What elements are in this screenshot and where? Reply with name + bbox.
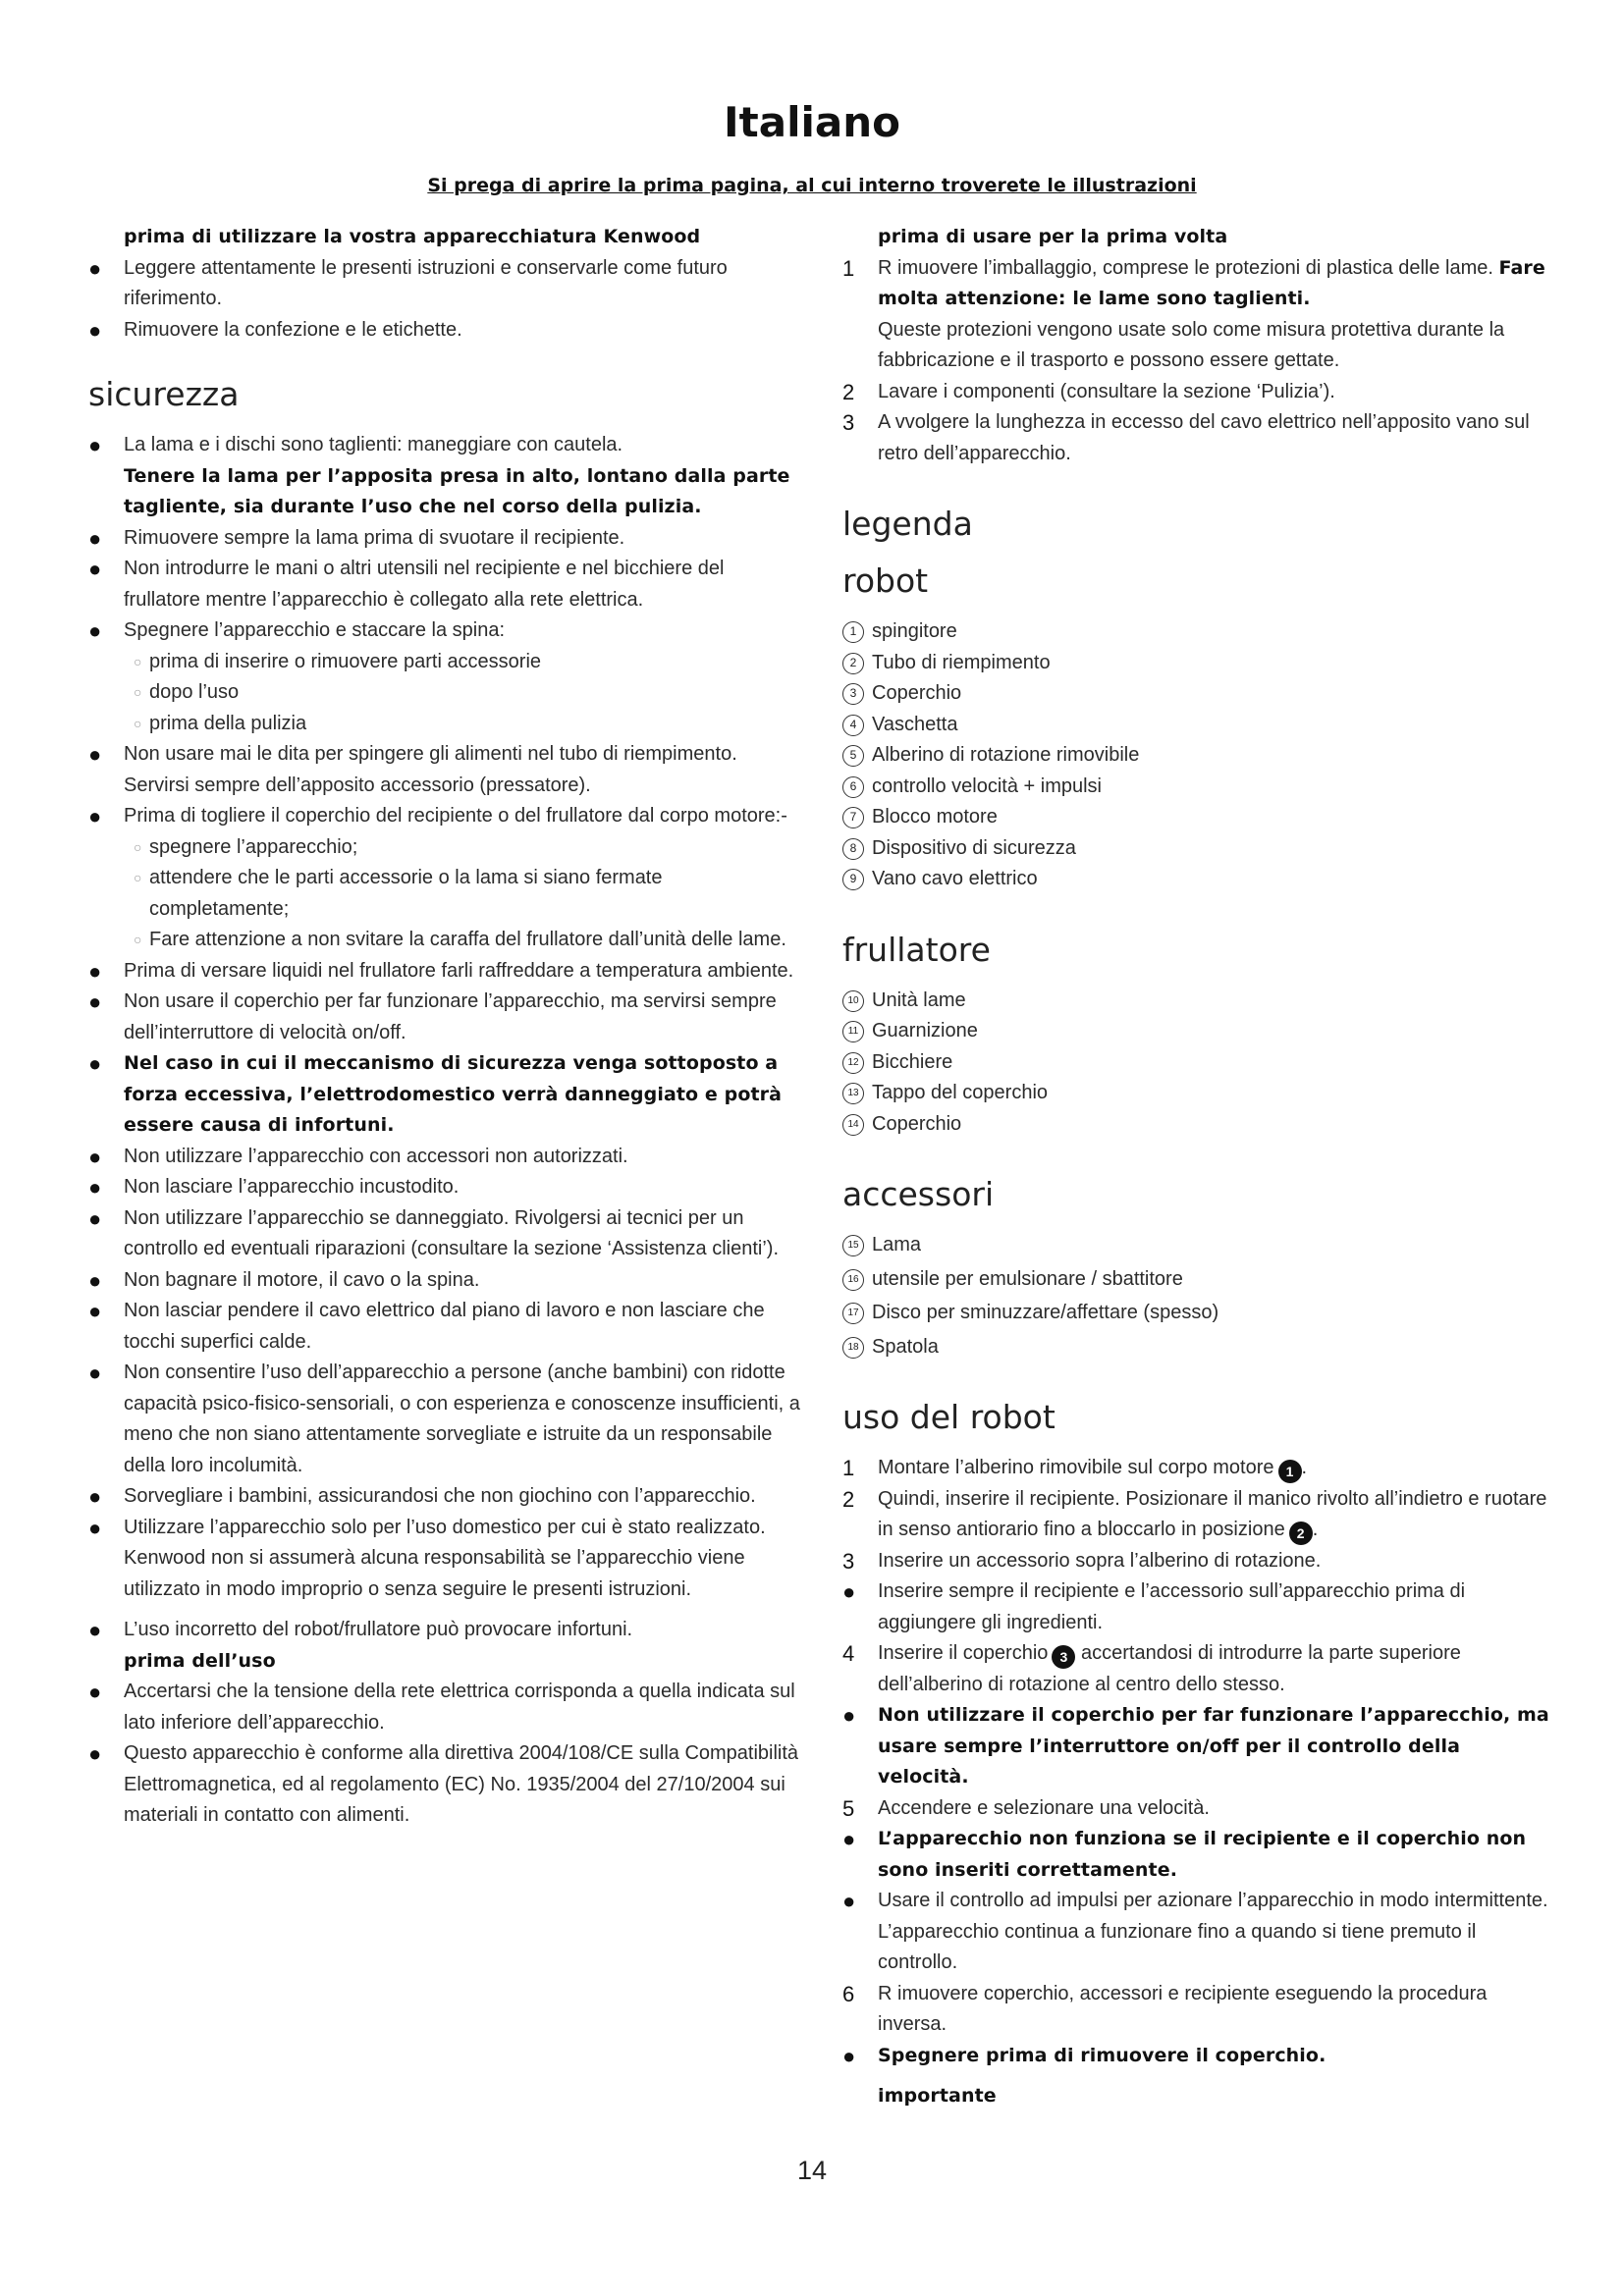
- bullet-icon: ●: [88, 989, 102, 1014]
- illustrations-note: Si prega di aprire la prima pagina, al cui interno troverete le illustrazioni: [427, 175, 1197, 196]
- circle-bullet-icon: ○: [134, 653, 142, 669]
- list-item: ● Non bagnare il motore, il cavo o la spina.: [88, 1265, 805, 1297]
- list-item: ● Leggere attentamente le presenti istruzioni e conservarle come futuro riferimento.: [88, 253, 805, 315]
- section-heading-safety: sicurezza: [88, 375, 240, 413]
- list-item: ● Accertarsi che la tensione della rete elettrica corrisponda a quella indicata sul lato inferiore dell’apparecchio.: [88, 1677, 805, 1738]
- list-item: ● Non usare mai le dita per spingere gli alimenti nel tubo di riempimento. Servirsi sempre dell’apposito accessorio (pressatore).: [88, 739, 805, 801]
- circle-bullet-icon: ○: [134, 932, 142, 947]
- bullet-icon: ●: [842, 1579, 856, 1604]
- number-badge: 3: [842, 683, 864, 705]
- important-heading: importante: [878, 2085, 997, 2107]
- step-item: 3 Inserire un accessorio sopra l’alberino di rotazione.: [842, 1546, 1549, 1577]
- step-number: 2: [842, 1486, 855, 1512]
- circle-bullet-icon: ○: [134, 870, 142, 885]
- bullet-icon: ●: [88, 525, 102, 551]
- warning-text: Spegnere prima di rimuovere il coperchio.: [878, 2044, 1326, 2066]
- list-item: ● Non introdurre le mani o altri utensili nel recipiente e nel bicchiere del frullatore mentre l’apparecchio è collegato alla rete elettrica.: [88, 554, 805, 615]
- bullet-icon: ●: [88, 618, 102, 643]
- list-item: ● Utilizzare l’apparecchio solo per l’uso domestico per cui è stato realizzato. Kenwood non si assumerà alcuna responsabilità se l’apparecchio viene utilizzato in modo improprio o senza seguire le presenti istruzioni.: [88, 1513, 805, 1606]
- list-item: [842, 1824, 1549, 1886]
- list-item: ● Non consentire l’uso dell’apparecchio a persone (anche bambini) con ridotte capacità psico-fisico-sensoriali, o con esperienza e conoscenze insufficienti, a meno che non siano attentamente sorvegliate e istruite da un responsabile della loro incolumità.: [88, 1358, 805, 1481]
- step-number: 6: [842, 1981, 855, 2006]
- circle-bullet-icon: ○: [134, 715, 142, 731]
- list-item: ● Sorvegliare i bambini, assicurandosi che non giochino con l’apparecchio.: [88, 1481, 805, 1513]
- bullet-icon: ●: [842, 1703, 856, 1728]
- step-number: 2: [842, 379, 855, 404]
- number-badge: 13: [842, 1083, 864, 1104]
- warning-text: Fare molta attenzione: le lame sono taglienti.: [878, 256, 1545, 309]
- list-item: [842, 1700, 1549, 1793]
- circle-bullet-icon: ○: [134, 838, 142, 855]
- step-number: 1: [842, 255, 855, 281]
- section-heading-robot-use: uso del robot: [842, 1398, 1056, 1436]
- intro-heading: prima di utilizzare la vostra apparecchiatura Kenwood: [124, 226, 701, 247]
- bullet-icon: ●: [88, 1144, 102, 1169]
- list-item: 2 Tubo di riempimento: [842, 648, 1549, 679]
- list-item: ● Non usare il coperchio per far funzionare l’apparecchio, ma servirsi sempre dell’interruttore di velocità on/off.: [88, 987, 805, 1048]
- robot-parts-list: [842, 616, 1549, 895]
- list-item: ● Non utilizzare l’apparecchio con accessori non autorizzati.: [88, 1142, 805, 1173]
- number-badge: 12: [842, 1052, 864, 1074]
- bullet-icon: ●: [88, 1205, 102, 1231]
- list-item: ● Prima di togliere il coperchio del recipiente o del frullatore dal corpo motore:-: [88, 801, 805, 832]
- left-column: [88, 222, 805, 1832]
- number-badge: 1: [842, 621, 864, 643]
- list-item: 7 Blocco motore: [842, 802, 1549, 833]
- bullet-icon: ●: [88, 1618, 102, 1642]
- bullet-icon: ●: [88, 1484, 102, 1509]
- bullet-icon: ●: [842, 1889, 856, 1913]
- bullet-icon: ●: [88, 317, 102, 343]
- bullet-icon: ●: [88, 255, 102, 281]
- list-item: ● Non lasciar pendere il cavo elettrico dal piano di lavoro e non lasciare che tocchi superfici calde.: [88, 1296, 805, 1358]
- before-use-heading: prima dell’uso: [124, 1649, 276, 1672]
- list-item: 1 spingitore: [842, 616, 1549, 648]
- bullet-icon: ●: [842, 2043, 856, 2068]
- step-item: 4 Inserire il coperchio 3 accertandosi di introdurre la parte superiore dell’alberino di rotazione al centro dello stesso.: [842, 1638, 1549, 1700]
- bullet-icon: ●: [88, 742, 102, 767]
- step-number: 3: [842, 410, 855, 435]
- circle-bullet-icon: ○: [134, 684, 142, 700]
- list-item: ● Spegnere l’apparecchio e staccare la spina:: [88, 615, 805, 647]
- number-badge: 8: [842, 838, 864, 860]
- list-item: ● La lama e i dischi sono taglienti: maneggiare con cautela. Tenere la lama per l’apposita presa in alto, lontano dalla parte tagliente, sia durante l’uso che nel corso della pulizia.: [88, 430, 805, 523]
- number-badge: 16: [842, 1269, 864, 1291]
- section-heading-accessories: accessori: [842, 1175, 995, 1213]
- bullet-icon: ●: [88, 1361, 102, 1385]
- bullet-icon: ●: [88, 1051, 102, 1076]
- list-item: ● Inserire sempre il recipiente e l’accessorio sull’apparecchio prima di aggiungere gli ingredienti.: [842, 1576, 1549, 1638]
- list-item: 10 Unità lame: [842, 986, 1549, 1017]
- blender-parts-list: [842, 986, 1549, 1141]
- number-badge: 17: [842, 1303, 864, 1324]
- step-item: 5 Accendere e selezionare una velocità.: [842, 1793, 1549, 1825]
- number-badge: 18: [842, 1337, 864, 1359]
- page-number: 14: [796, 2156, 828, 2185]
- list-item: 12 Bicchiere: [842, 1047, 1549, 1079]
- bullet-icon: ●: [88, 557, 102, 581]
- bullet-icon: ●: [88, 433, 102, 457]
- accessories-list: [842, 1230, 1549, 1362]
- bullet-icon: ●: [88, 1515, 102, 1540]
- section-heading-robot: robot: [842, 561, 929, 600]
- list-item: ● Non lasciare l’apparecchio incustodito.: [88, 1172, 805, 1203]
- step-number: 5: [842, 1795, 855, 1821]
- right-column: [842, 222, 1549, 2112]
- bullet-icon: ●: [88, 1267, 102, 1293]
- sub-list-item: ○ dopo l’uso: [88, 677, 805, 709]
- bullet-icon: ●: [842, 1827, 856, 1851]
- list-item: 5 Alberino di rotazione rimovibile: [842, 740, 1549, 772]
- step-item: 1 Montare l’alberino rimovibile sul corpo motore 1 .: [842, 1453, 1549, 1484]
- bullet-icon: ●: [88, 958, 102, 984]
- number-badge: 14: [842, 1114, 864, 1136]
- number-badge: 11: [842, 1021, 864, 1042]
- figure-ref-badge: 1: [1278, 1460, 1302, 1483]
- list-item: ● Prima di versare liquidi nel frullatore farli raffreddare a temperatura ambiente.: [88, 956, 805, 988]
- list-item: ● Non utilizzare l’apparecchio se danneggiato. Rivolgersi ai tecnici per un controllo ed eventuali riparazioni (consultare la sezione ‘Assistenza clienti’).: [88, 1203, 805, 1265]
- list-item: ● L’uso incorretto del robot/frullatore può provocare infortuni.: [88, 1615, 805, 1646]
- number-badge: 6: [842, 776, 864, 798]
- bullet-icon: ●: [88, 1299, 102, 1323]
- list-item: 11 Guarnizione: [842, 1016, 1549, 1047]
- warning-text: Tenere la lama per l’apposita presa in alto, lontano dalla parte tagliente, sia durante l’uso che nel corso della pulizia.: [124, 464, 790, 517]
- list-item: 18 Spatola: [842, 1332, 1549, 1363]
- list-item: ● Rimuovere la confezione e le etichette.: [88, 315, 805, 347]
- sub-list-item: ○ spegnere l’apparecchio;: [88, 832, 805, 864]
- step-item: 6 R imuovere coperchio, accessori e recipiente eseguendo la procedura inversa.: [842, 1979, 1549, 2041]
- sub-list-item: ○ prima della pulizia: [88, 709, 805, 740]
- step-item: 3 A vvolgere la lunghezza in eccesso del cavo elettrico nell’apposito vano sul retro dell’apparecchio.: [842, 407, 1549, 469]
- list-item: ● Questo apparecchio è conforme alla direttiva 2004/108/CE sulla Compatibilità Elettromagnetica, ed al regolamento (EC) No. 1935/2004 del 27/10/2004 sui materiali in contatto con alimenti.: [88, 1738, 805, 1832]
- number-badge: 10: [842, 990, 864, 1012]
- list-item: ● Rimuovere sempre la lama prima di svuotare il recipiente.: [88, 523, 805, 555]
- step-item: 2 Lavare i componenti (consultare la sezione ‘Pulizia’).: [842, 377, 1549, 408]
- number-badge: 2: [842, 653, 864, 674]
- figure-ref-badge: 3: [1052, 1645, 1075, 1669]
- list-item: 8 Dispositivo di sicurezza: [842, 833, 1549, 865]
- list-item: 9 Vano cavo elettrico: [842, 864, 1549, 895]
- list-item: 14 Coperchio: [842, 1109, 1549, 1141]
- number-badge: 4: [842, 715, 864, 736]
- number-badge: 15: [842, 1235, 864, 1256]
- bullet-icon: ●: [88, 804, 102, 828]
- warning-text: Nel caso in cui il meccanismo di sicurezza venga sottoposto a forza eccessiva, l’elettrodomestico verrà danneggiato e potrà essere causa di infortuni.: [124, 1052, 783, 1136]
- bullet-icon: ●: [88, 1175, 102, 1200]
- bullet-icon: ●: [88, 1680, 102, 1704]
- list-item: 16 utensile per emulsionare / sbattitore: [842, 1264, 1549, 1296]
- number-badge: 5: [842, 745, 864, 767]
- sub-list-item: ○ attendere che le parti accessorie o la lama si siano fermate completamente;: [88, 863, 805, 925]
- section-heading-legend: legenda: [842, 505, 973, 543]
- list-item: 4 Vaschetta: [842, 710, 1549, 741]
- sub-list-item: ○ Fare attenzione a non svitare la caraffa del frullatore dall’unità delle lame.: [88, 925, 805, 956]
- sub-list-item: ○ prima di inserire o rimuovere parti accessorie: [88, 647, 805, 678]
- step-item: 2 Quindi, inserire il recipiente. Posizionare il manico rivolto all’indietro e ruotare in senso antiorario fino a bloccarlo in posizione 2 .: [842, 1484, 1549, 1546]
- list-item: 15 Lama: [842, 1230, 1549, 1261]
- number-badge: 9: [842, 869, 864, 890]
- warning-text: Non utilizzare il coperchio per far funzionare l’apparecchio, ma usare sempre l’interruttore on/off per il controllo della velocità.: [878, 1704, 1549, 1788]
- list-item: 13 Tappo del coperchio: [842, 1078, 1549, 1109]
- warning-text: L’apparecchio non funziona se il recipiente e il coperchio non sono inseriti correttamente.: [878, 1828, 1527, 1881]
- list-item: [88, 1048, 805, 1142]
- section-heading-blender: frullatore: [842, 930, 991, 969]
- bullet-icon: ●: [88, 1741, 102, 1766]
- step-item: 1 R imuovere l’imballaggio, comprese le protezioni di plastica delle lame. Fare molta attenzione: le lame sono taglienti. Queste protezioni vengono usate solo come misura protettiva durante la fabbricazione e il trasporto e possono essere gettate.: [842, 253, 1549, 377]
- list-item: 3 Coperchio: [842, 678, 1549, 710]
- step-number: 4: [842, 1641, 855, 1666]
- list-item: ● Usare il controllo ad impulsi per azionare l’apparecchio in modo intermittente. L’apparecchio continua a funzionare fino a quando si tiene premuto il controllo.: [842, 1886, 1549, 1979]
- number-badge: 7: [842, 807, 864, 828]
- list-item: 6 controllo velocità + impulsi: [842, 772, 1549, 803]
- list-item: 17 Disco per sminuzzare/affettare (spesso): [842, 1298, 1549, 1329]
- step-number: 3: [842, 1548, 855, 1574]
- list-item: [842, 2041, 1549, 2072]
- figure-ref-badge: 2: [1289, 1522, 1313, 1545]
- page-title: Italiano: [724, 98, 900, 146]
- step-number: 1: [842, 1456, 855, 1480]
- first-use-heading: prima di usare per la prima volta: [878, 226, 1228, 247]
